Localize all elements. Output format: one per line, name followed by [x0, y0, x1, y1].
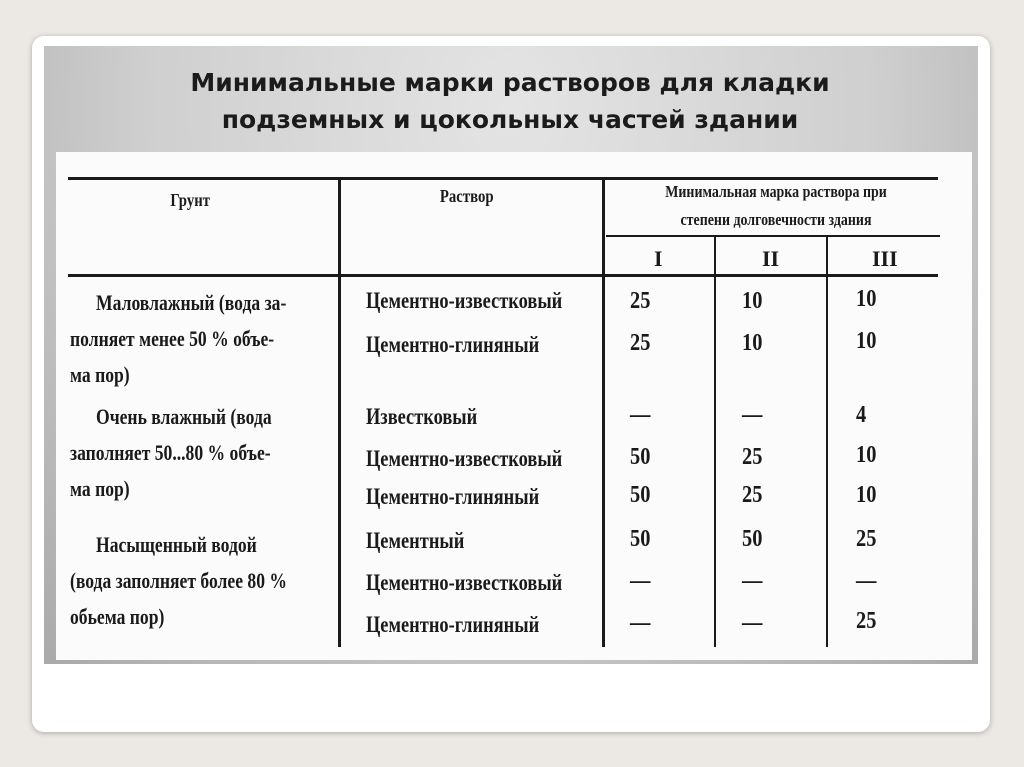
- grade-value: 25: [630, 288, 651, 314]
- grade-value: 50: [742, 526, 763, 552]
- mortar-cell: Цементно-глиняный: [366, 612, 540, 637]
- soil-cell-line: заполняет 50...80 % объе-: [70, 440, 271, 465]
- grade-value: —: [630, 402, 651, 428]
- degree-divider-2: [826, 237, 828, 647]
- soil-cell-line: полняет менее 50 % объе-: [70, 326, 275, 351]
- grade-value: 10: [856, 286, 877, 312]
- grade-value: —: [630, 610, 651, 636]
- grade-value: —: [742, 568, 763, 594]
- degree-divider-1: [714, 237, 716, 647]
- soil-cell-line: Очень влажный (вода: [96, 404, 272, 429]
- grade-value: —: [742, 610, 763, 636]
- mortar-cell: Цементный: [366, 528, 465, 553]
- header-degree-1: I: [654, 246, 663, 271]
- mortar-cell: Известковый: [366, 404, 478, 429]
- grade-value: 50: [630, 526, 651, 552]
- soil-cell-line: ма пор): [70, 362, 130, 387]
- soil-cell-line: (вода заполняет более 80 %: [70, 568, 288, 593]
- grade-value: —: [630, 568, 651, 594]
- grade-value: 10: [742, 288, 763, 314]
- soil-cell-line: Насыщенный водой: [96, 532, 257, 557]
- title-line-2: подземных и цокольных частей здании: [221, 105, 799, 134]
- header-grade-line-2: степени долговечности здания: [680, 210, 872, 229]
- grade-value: 25: [630, 330, 651, 356]
- soil-cell-line: обьема пор): [70, 604, 165, 629]
- grade-value: —: [856, 568, 877, 594]
- header-degree-3: III: [872, 246, 898, 271]
- title-line-1: Минимальные марки растворов для кладки: [190, 68, 830, 97]
- mortar-cell: Цементно-глиняный: [366, 332, 540, 357]
- scanned-table: [56, 152, 972, 660]
- header-grade-line-1: Минимальная марка раствора при: [665, 182, 887, 201]
- grade-value: 25: [856, 526, 877, 552]
- grade-value: 25: [856, 608, 877, 634]
- header-mortar: Раствор: [439, 186, 494, 206]
- mortar-cell: Цементно-известковый: [366, 570, 563, 595]
- grade-value: 50: [630, 482, 651, 508]
- grade-value: 25: [742, 444, 763, 470]
- mortar-cell: Цементно-известковый: [366, 446, 563, 471]
- grade-value: 25: [742, 482, 763, 508]
- soil-mortar-divider: [338, 177, 341, 647]
- table-top-rule: [68, 177, 938, 180]
- soil-cell-line: ма пор): [70, 476, 130, 501]
- header-degree-2: II: [762, 246, 780, 271]
- header-bottom-rule: [68, 274, 938, 277]
- grade-value: 10: [742, 330, 763, 356]
- grade-value: 50: [630, 444, 651, 470]
- grade-header-rule: [606, 235, 940, 237]
- mortar-cell: Цементно-известковый: [366, 288, 563, 313]
- soil-cell-line: Маловлажный (вода за-: [96, 290, 287, 315]
- mortar-grade-divider: [602, 177, 605, 647]
- grade-value: 10: [856, 328, 877, 354]
- grade-value: 4: [856, 402, 867, 428]
- mortar-cell: Цементно-глиняный: [366, 484, 540, 509]
- header-soil: Грунт: [170, 190, 210, 210]
- grade-value: 10: [856, 442, 877, 468]
- grade-value: —: [742, 402, 763, 428]
- slide-title: [80, 64, 940, 138]
- grade-value: 10: [856, 482, 877, 508]
